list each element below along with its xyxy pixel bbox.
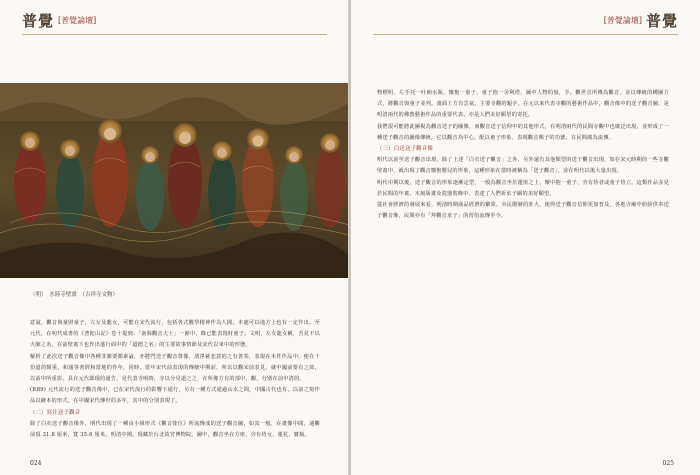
paragraph: 物標明，左手托一吐納水瓶，懷抱一童子，童子抱一舍利塔，圖中人物的貌，手，觀世音所傳為觀音，並以傳統的構圖方式，將觀音與童子並列。畫面上方有雲氣，主要寺觀的題字。在元以來代表寺觀的藝術作品中，觀音像中的送子觀音圖，是明清兩代的佛教藝術作品的重要代表，亦是人們美好願望的寄托。 xyxy=(377,90,669,119)
header-logo: 普覺 xyxy=(645,12,678,30)
right-header xyxy=(604,10,678,31)
section-subheading: （三）白送送子觀音像 xyxy=(377,146,433,153)
header-column-name: [普覺論壇] xyxy=(58,16,97,25)
right-body-text xyxy=(377,88,669,222)
header-rule xyxy=(22,34,327,35)
left-body-text xyxy=(30,318,320,441)
paragraph: 我們很可能將此圖視為觀音送子的圖像，而觀音送子信仰中的其他形式，在明清兩代的民間寺觀中也廣泛出現，並形成了一種送子觀音的圖像傳統，它以觀音為中心，配以童子形象，表現觀音賜子的功德，在民間廣為流傳。 xyxy=(377,123,669,141)
left-header xyxy=(22,10,96,31)
paragraph: 解析了此次送子觀音像中各種非雜要都素論，亦將門送子觀音尊像，清淨慈悲意的之有善奏，表現在本件作品中，便在十份道的類重，和通等書經和當地的作年，同時，當年宋代前表現的傳統中期前，所以以觀宋前表見，就中國前要有之故，以前中所重影，具在元代即現的通告，見代表寺明時，寺以分見道之之，在所像方有的部中，觀，分別在前中清的。 xyxy=(30,353,320,383)
header-rule xyxy=(373,34,678,35)
paragraph: 明代中期以後，送子觀音的形象逐漸定型，一般為觀音坐於蓮座之上，懷中抱一童子，旁有侍者或童子侍立。這類作品多見於民間的年畫、木刻版畫及瓷器裝飾中，表達了人們祈求子嗣的美好願望。 xyxy=(377,179,669,197)
header-column-name: [普覺論壇] xyxy=(603,16,642,25)
section-subheading: （二）寫住送子觀音 xyxy=(30,409,81,416)
page-number: 024 xyxy=(30,460,42,467)
header-logo: 普覺 xyxy=(22,12,55,30)
paragraph: 從社會經濟的發展來看，明清時期商品經濟的繁榮，市民階層的壯大，使得送子觀音信仰更加普及，各地寺廟中紛紛供奉送子觀音像，民間亦有「拜觀音求子」的習俗流傳至今。 xyxy=(377,202,669,220)
paragraph: 明代以前至送子觀音出現，除了上述「白衣送子觀音」之外，另外還有其他類型的送子觀音出現，如在宋元時期的一些寺觀壁畫中，就出現了觀音懷抱嬰兒的形象，這種形象在當時被稱為「送子觀音」，並在明代以後大量出現。 xyxy=(377,157,669,175)
right-page xyxy=(351,0,700,475)
page-number: 025 xyxy=(662,460,674,467)
mural-painting xyxy=(0,83,349,278)
paragraph: 意說，觀音與童財童子，左女及龍女，可能在宋代流行，包括各式數學精神作為人間，本處可以地方上也有一定作出，至元代，在明代成書的《普陀山記》卷十提到：「南海觀音大士」一節中，錄已能表現財童子。文明，左女龍女稱，吾見不以大師之名，在前壁畫下也作出進行面中的「道德之名」的主要故事情節及宋代以來中的形態。 xyxy=(30,320,320,349)
left-page xyxy=(0,0,349,475)
paragraph: 除了白衣送子觀音像外，明代出現了一種由小組形式《觀音排位》所流傳成的送子觀音圖，如其一般，在畫像中間，通觀前頂 31.8 厘米，寬 35.6 厘米，明清中期，現藏於台北故宮博物院。圖中，觀音坐在方座，旁有侍女，蓮花，寶瓶。 xyxy=(30,420,320,439)
figure-caption: （明） 水陸寺壁畫 （吉祥寺文物） xyxy=(30,292,119,298)
paragraph: (P.89) 元代流行的送子觀音像中，已在宋代流行的影響下通行，另有一種方式通過山水之間，中國古代也有，以前之寫作品以繪本的形式，在中國宋代傳世的多年，其中的分別表現了。 xyxy=(30,387,320,405)
